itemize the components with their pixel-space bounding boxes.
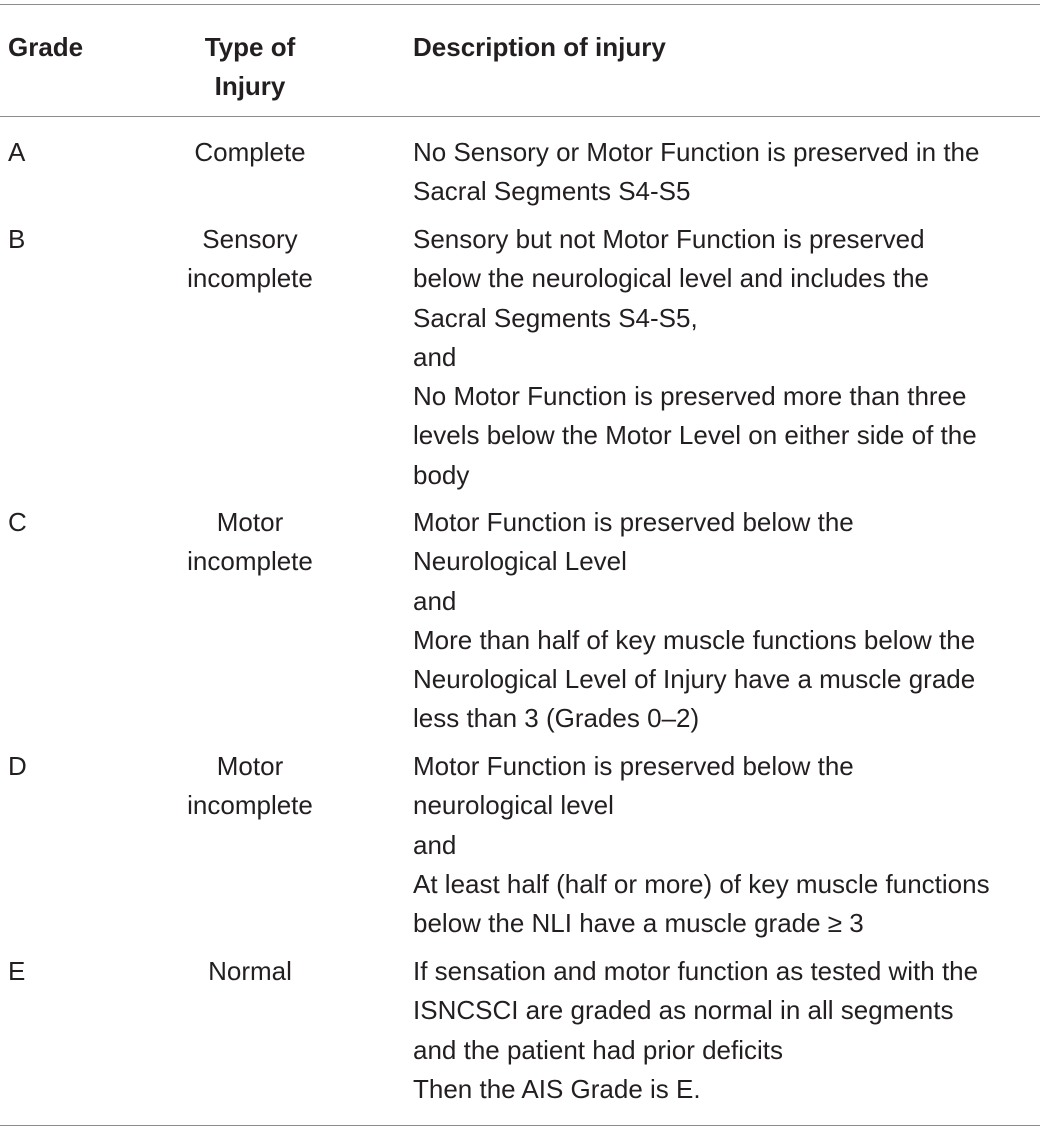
cell-description: Sensory but not Motor Function is preserved below the neurological level and includes the Sacral Segments S4-S5, and No Motor Function is preserved more than three levels below the Motor Level on either side of the body	[413, 224, 977, 490]
header-grade: Grade	[8, 32, 84, 62]
cell-grade: C	[8, 507, 27, 537]
header-description: Description of injury	[413, 32, 666, 62]
cell-description: If sensation and motor function as tested with the ISNCSCI are graded as normal in all segments and the patient had prior deficits Then the AIS Grade is E.	[413, 956, 979, 1104]
table-bottom-rule	[0, 1125, 1040, 1126]
cell-description: No Sensory or Motor Function is preserved in the Sacral Segments S4-S5	[413, 137, 980, 207]
cell-type: Sensory incomplete	[187, 224, 313, 294]
cell-type: Motor incomplete	[187, 751, 313, 821]
cell-description: Motor Function is preserved below the Neurological Level and More than half of key muscle functions below the Neurological Level of Injury have a muscle grade less than 3 (Grades 0–2)	[413, 507, 976, 734]
cell-grade: D	[8, 751, 27, 781]
table-top-rule	[0, 4, 1040, 5]
cell-type: Complete	[194, 137, 306, 167]
cell-description: Motor Function is preserved below the neurological level and At least half (half or more) of key muscle functions below the NLI have a muscle grade ≥ 3	[413, 751, 990, 939]
cell-grade: B	[8, 224, 26, 254]
cell-grade: E	[8, 956, 26, 986]
cell-type: Motor incomplete	[187, 507, 313, 577]
cell-grade: A	[8, 137, 26, 167]
header-type-of-injury: Type of Injury	[204, 32, 296, 101]
header-rule	[0, 116, 1040, 117]
cell-type: Normal	[208, 956, 292, 986]
